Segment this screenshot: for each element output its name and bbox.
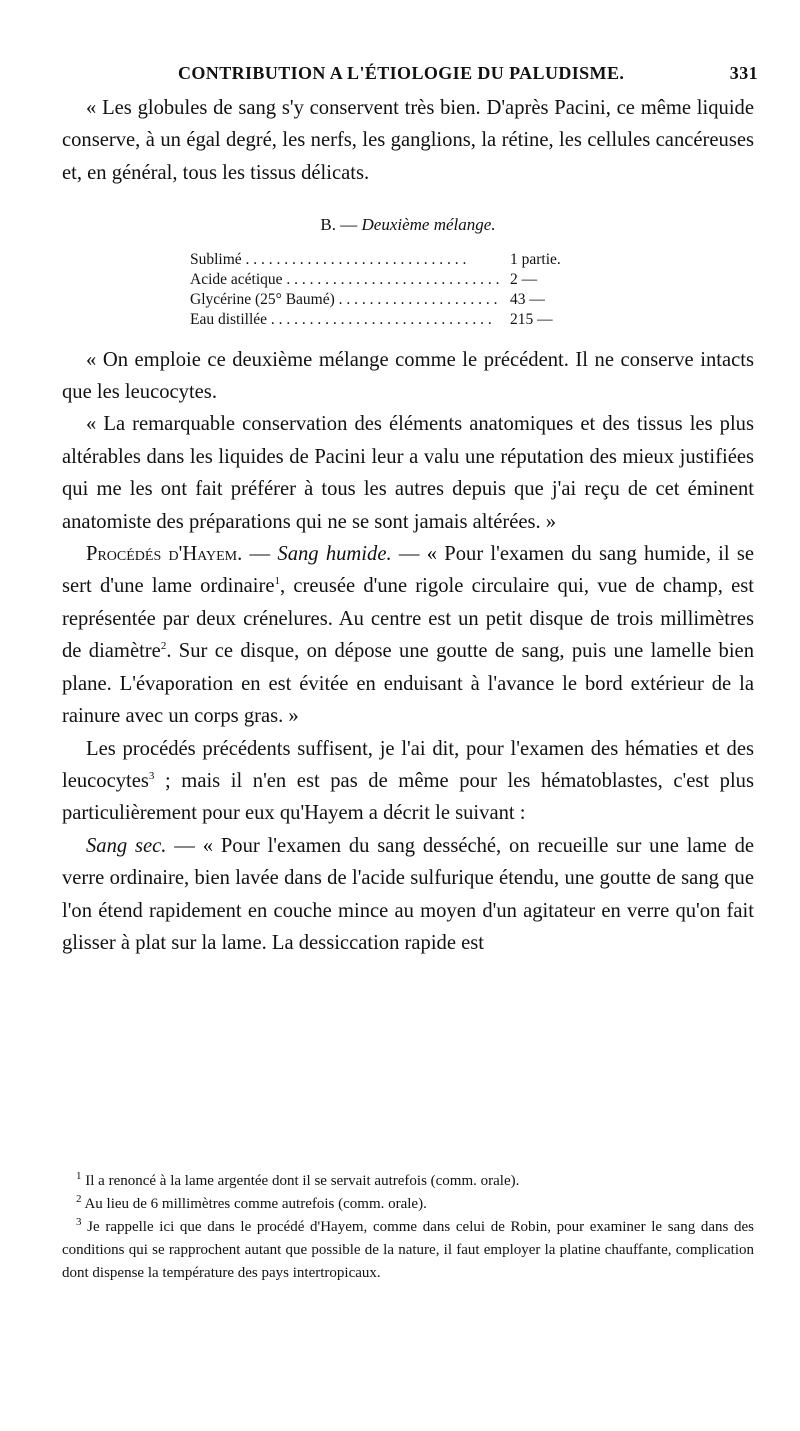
- ingredient-quantity: 2 —: [502, 270, 620, 290]
- ingredient-name: Eau distillée . . .: [190, 310, 502, 330]
- paragraph-text: , creusée d'une rigole circulaire qui, vue de champ, est représentée par deux crénelures. Au centre est un petit disque de trois millimètres de diamètre: [62, 575, 754, 663]
- section-heading: Sang sec.: [86, 834, 167, 857]
- ingredient-quantity: 1 partie.: [502, 250, 620, 270]
- footnote-mark: 3: [76, 1216, 82, 1228]
- paragraph-text: « Pour l'examen du sang humide, il se sert d'une lame ordinaire: [62, 543, 755, 598]
- paragraph-second-mixture: « On emploie ce deuxième mélange comme le précédent. Il ne conserve intacts que les leucocytes.: [62, 348, 754, 404]
- ingredient-quantity: 43 —: [502, 290, 620, 310]
- mixture-row: [190, 310, 620, 330]
- mixture-row: [190, 250, 620, 270]
- mixture-row: [190, 290, 620, 310]
- mixture-heading: [62, 209, 754, 241]
- footnote-mark: 2: [76, 1193, 82, 1205]
- paragraph-hematoblasts: [62, 733, 754, 830]
- footnote-ref[interactable]: 3: [148, 770, 155, 783]
- footnote-ref[interactable]: 2: [160, 640, 167, 653]
- page-number: 331: [729, 63, 758, 83]
- footnote-text: Il a renoncé à la lame argentée dont il se servait autrefois (comm. orale).: [85, 1173, 520, 1189]
- section-heading: Sang humide.: [277, 543, 392, 566]
- paragraph-hayem-wet-blood: [62, 538, 754, 732]
- mixture-table: [190, 250, 620, 330]
- running-header: [60, 57, 760, 91]
- footnote-mark: 1: [76, 1170, 82, 1182]
- paragraph-dry-blood: [62, 830, 754, 960]
- footnote: [62, 1193, 754, 1216]
- main-text: [62, 92, 754, 959]
- paragraph-text: Les procédés précédents suffisent, je l'ai dit, pour l'examen des hématies et des leucocytes: [62, 737, 754, 792]
- running-title: CONTRIBUTION A L'ÉTIOLOGIE DU PALUDISME.: [178, 63, 625, 83]
- ingredient-name: Glycérine (25° Baumé) . . .: [190, 290, 502, 310]
- section-lead: Procédés d'Hayem.: [86, 543, 243, 566]
- mixture-row: [190, 270, 620, 290]
- footnote-text: Je rappelle ici que dans le procédé d'Hayem, comme dans celui de Robin, pour examiner le sang dans des conditions qui se rapprochent autant que possible de la nature, il faut employer la platine chauffante, complication dont dispense la température des pays intertropicaux.: [62, 1219, 755, 1281]
- footnote: [62, 1170, 754, 1193]
- footnote-ref[interactable]: 1: [274, 575, 281, 588]
- dash-separator: —: [391, 543, 427, 566]
- paragraph-conservation: « La remarquable conservation des éléments anatomiques et des tissus les plus altérables dans les liquides de Pacini leur a valu une réputation des mieux justifiées qui me les ont fait préférer à tous les autres depuis que j'ai reçu de cet éminent anatomiste des préparations qui ne se sont jamais altérées. »: [62, 413, 754, 533]
- ingredient-name: Sublimé . . .: [190, 250, 502, 270]
- mixture-label: B. —: [320, 215, 358, 235]
- dash-separator: —: [242, 543, 278, 566]
- paragraph-pacini-intro: « Les globules de sang s'y conservent très bien. D'après Pacini, ce même liquide conserve, à un égal degré, les nerfs, les ganglions, la rétine, les cellules cancéreuses et, en général, tous les tissus délicats.: [62, 97, 754, 184]
- footnotes: [62, 1170, 754, 1285]
- footnote-text: Au lieu de 6 millimètres comme autrefois (comm. orale).: [84, 1196, 427, 1212]
- paragraph-text: — « Pour l'examen du sang desséché, on recueille sur une lame de verre ordinaire, bien lavée dans de l'acide sulfurique étendu, une goutte de sang que l'on étend rapidement en couche mince au moyen d'un agitateur en verre qu'on fait glisser à plat sur la lame. La dessiccation rapide est: [62, 834, 755, 954]
- footnote: [62, 1216, 754, 1285]
- ingredient-quantity: 215 —: [502, 310, 620, 330]
- ingredient-name: Acide acétique . . .: [190, 270, 502, 290]
- mixture-title: Deuxième mélange.: [361, 215, 496, 235]
- paragraph-text: . Sur ce disque, on dépose une goutte de sang, puis une lamelle bien plane. L'évaporation en est évitée en enduisant à l'avance le bord extérieur de la rainure avec un corps gras. »: [62, 640, 754, 728]
- paragraph-text: ; mais il n'en est pas de même pour les hématoblastes, c'est plus particulièrement pour eux qu'Hayem a décrit le suivant :: [62, 769, 754, 825]
